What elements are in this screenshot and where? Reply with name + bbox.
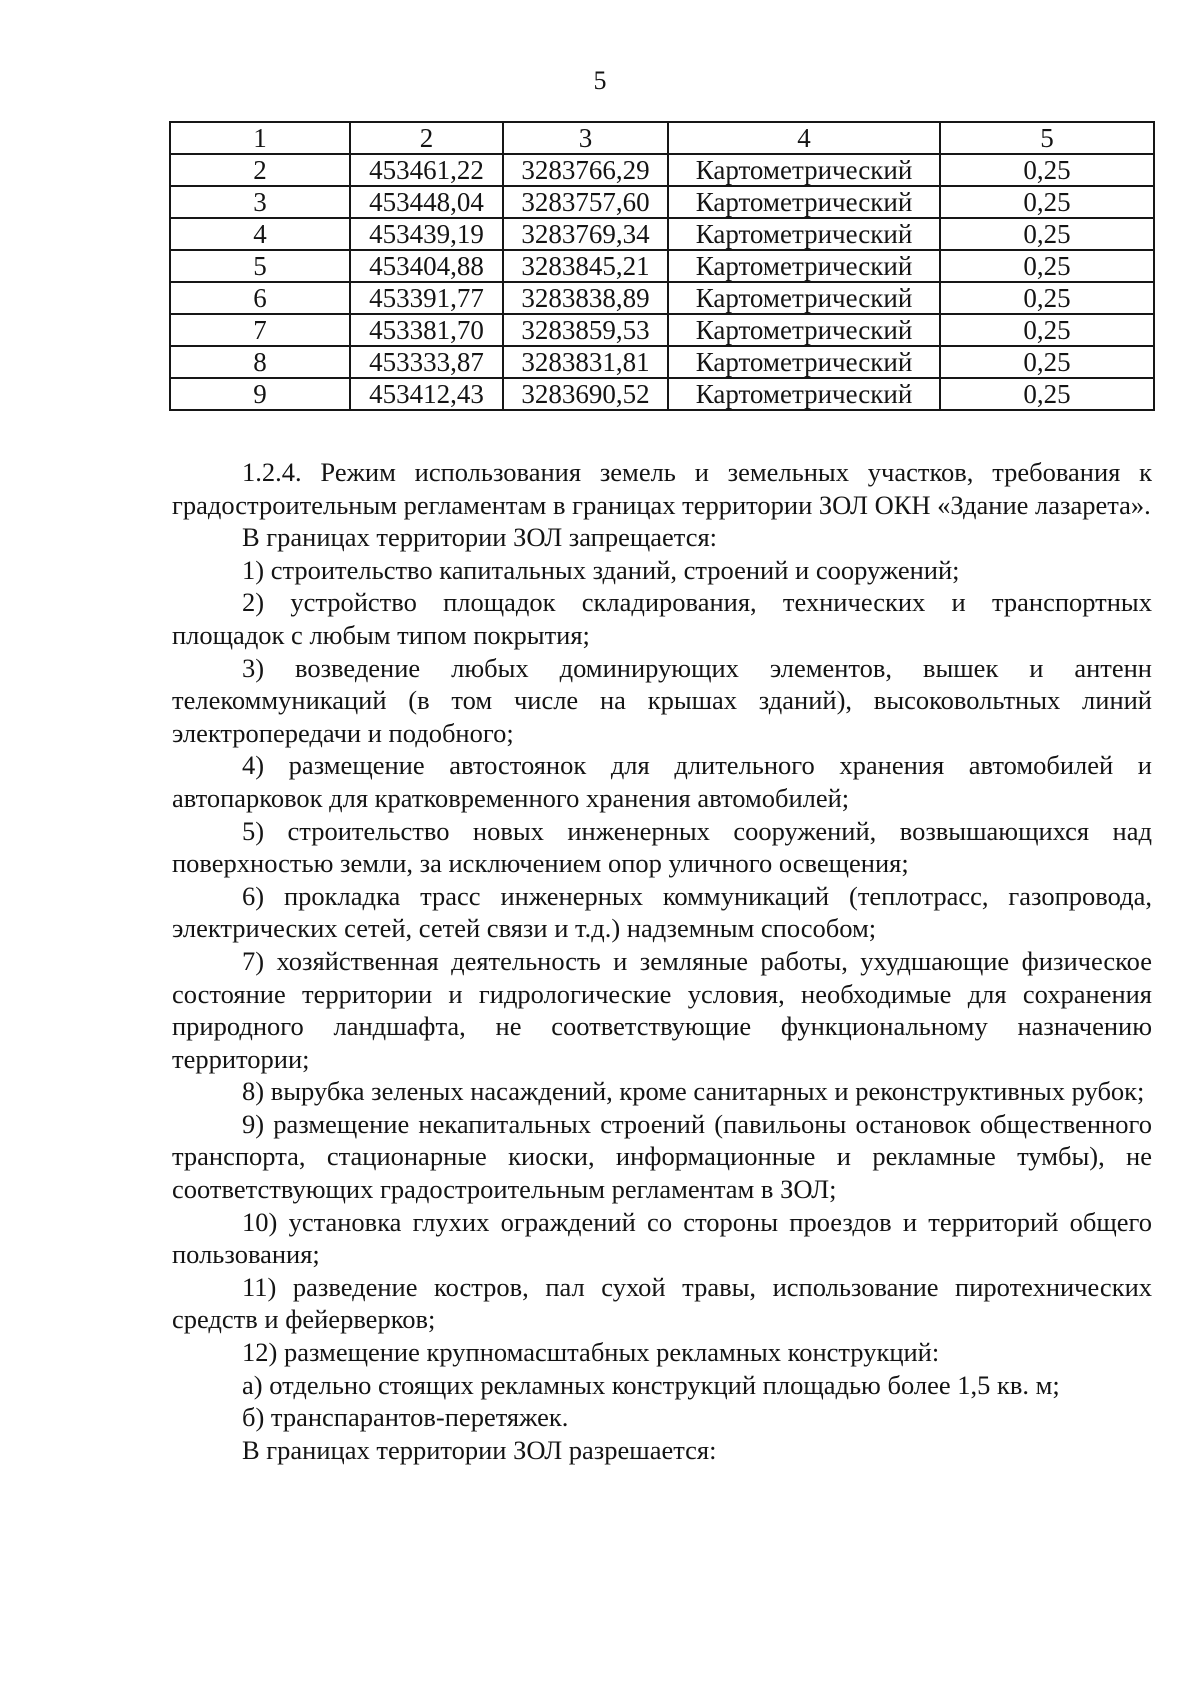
method-cell: Картометрический — [668, 314, 940, 346]
x-coordinate-cell: 453391,77 — [350, 282, 503, 314]
list-item: 2) устройство площадок складирования, технических и транспортных площадок с любым типом покрытия; — [172, 587, 1152, 650]
header-cell: 4 — [668, 122, 940, 154]
list-item: 6) прокладка трасс инженерных коммуникаций (теплотрасс, газопровода, электрических сетей, сетей связи и т.д.) надземным способом; — [172, 880, 1152, 944]
accuracy-cell: 0,25 — [940, 282, 1154, 314]
header-cell: 1 — [170, 122, 350, 154]
page-number: 5 — [593, 66, 607, 95]
method-cell: Картометрический — [668, 378, 940, 410]
method-cell: Картометрический — [668, 218, 940, 250]
list-item: 9) размещение некапитальных строений (павильоны остановок общественного транспорта, стационарные киоски, информационные и рекламные тумбы), не соответствующих градостроительным регламентам в ЗОЛ; — [172, 1108, 1152, 1205]
y-coordinate-cell: 3283690,52 — [503, 378, 668, 410]
accuracy-cell: 0,25 — [940, 346, 1154, 378]
table-row — [170, 282, 1154, 314]
point-number-cell: 2 — [170, 154, 350, 186]
list-item: 10) установка глухих ограждений со стороны проездов и территорий общего пользования; — [172, 1206, 1152, 1270]
accuracy-cell: 0,25 — [940, 314, 1154, 346]
method-cell: Картометрический — [668, 250, 940, 282]
x-coordinate-cell: 453461,22 — [350, 154, 503, 186]
method-cell: Картометрический — [668, 186, 940, 218]
table-row — [170, 378, 1154, 410]
list-item: 5) строительство новых инженерных сооружений, возвышающихся над поверхностью земли, за исключением опор уличного освещения; — [172, 815, 1152, 879]
x-coordinate-cell: 453448,04 — [350, 186, 503, 218]
table-row — [170, 154, 1154, 186]
list-item: 1) строительство капитальных зданий, строений и сооружений; — [242, 554, 960, 585]
list-item: 4) размещение автостоянок для длительного хранения автомобилей и автопарковок для кратковременного хранения автомобилей; — [172, 750, 1152, 813]
point-number-cell: 3 — [170, 186, 350, 218]
y-coordinate-cell: 3283757,60 — [503, 186, 668, 218]
table-row — [170, 218, 1154, 250]
accuracy-cell: 0,25 — [940, 186, 1154, 218]
method-cell: Картометрический — [668, 154, 940, 186]
method-cell: Картометрический — [668, 346, 940, 378]
x-coordinate-cell: 453412,43 — [350, 378, 503, 410]
table-row — [170, 346, 1154, 378]
method-cell: Картометрический — [668, 282, 940, 314]
accuracy-cell: 0,25 — [940, 218, 1154, 250]
table-row — [170, 186, 1154, 218]
table-row — [170, 250, 1154, 282]
list-item: 7) хозяйственная деятельность и земляные работы, ухудшающие физическое состояние территории и гидрологические условия, необходимые для сохранения природного ландшафта, не соответствующие функциональному назначению территории; — [172, 945, 1152, 1074]
table-header-row — [170, 122, 1154, 154]
point-number-cell: 4 — [170, 218, 350, 250]
regulation-text — [172, 456, 1152, 1466]
sub-list-item: б) транспарантов-перетяжек. — [242, 1402, 569, 1433]
list-item: 12) размещение крупномасштабных рекламных конструкций: — [242, 1337, 940, 1368]
y-coordinate-cell: 3283769,34 — [503, 218, 668, 250]
accuracy-cell: 0,25 — [940, 250, 1154, 282]
coordinates-table — [169, 121, 1155, 411]
x-coordinate-cell: 453333,87 — [350, 346, 503, 378]
point-number-cell: 9 — [170, 378, 350, 410]
header-cell: 5 — [940, 122, 1154, 154]
section-heading-paragraph: 1.2.4. Режим использования земель и земельных участков, требования к градостроительным регламентам в границах территории ЗОЛ ОКН «Здание лазарета». — [172, 457, 1152, 520]
point-number-cell: 6 — [170, 282, 350, 314]
list-item: 11) разведение костров, пал сухой травы, использование пиротехнических средств и фейерверков; — [172, 1271, 1152, 1335]
accuracy-cell: 0,25 — [940, 154, 1154, 186]
y-coordinate-cell: 3283859,53 — [503, 314, 668, 346]
accuracy-cell: 0,25 — [940, 378, 1154, 410]
y-coordinate-cell: 3283766,29 — [503, 154, 668, 186]
x-coordinate-cell: 453439,19 — [350, 218, 503, 250]
point-number-cell: 8 — [170, 346, 350, 378]
y-coordinate-cell: 3283831,81 — [503, 346, 668, 378]
sub-list-item: а) отдельно стоящих рекламных конструкций площадью более 1,5 кв. м; — [242, 1369, 1060, 1400]
y-coordinate-cell: 3283838,89 — [503, 282, 668, 314]
header-cell: 3 — [503, 122, 668, 154]
permissions-intro: В границах территории ЗОЛ разрешается: — [242, 1434, 717, 1465]
y-coordinate-cell: 3283845,21 — [503, 250, 668, 282]
point-number-cell: 7 — [170, 314, 350, 346]
x-coordinate-cell: 453404,88 — [350, 250, 503, 282]
list-item: 3) возведение любых доминирующих элементов, вышек и антенн телекоммуникаций (в том числе на крышах зданий), высоковольтных линий электропередачи и подобного; — [172, 652, 1152, 748]
prohibitions-intro: В границах территории ЗОЛ запрещается: — [242, 522, 718, 553]
table-row — [170, 314, 1154, 346]
point-number-cell: 5 — [170, 250, 350, 282]
x-coordinate-cell: 453381,70 — [350, 314, 503, 346]
header-cell: 2 — [350, 122, 503, 154]
list-item: 8) вырубка зеленых насаждений, кроме санитарных и реконструктивных рубок; — [242, 1076, 1145, 1107]
